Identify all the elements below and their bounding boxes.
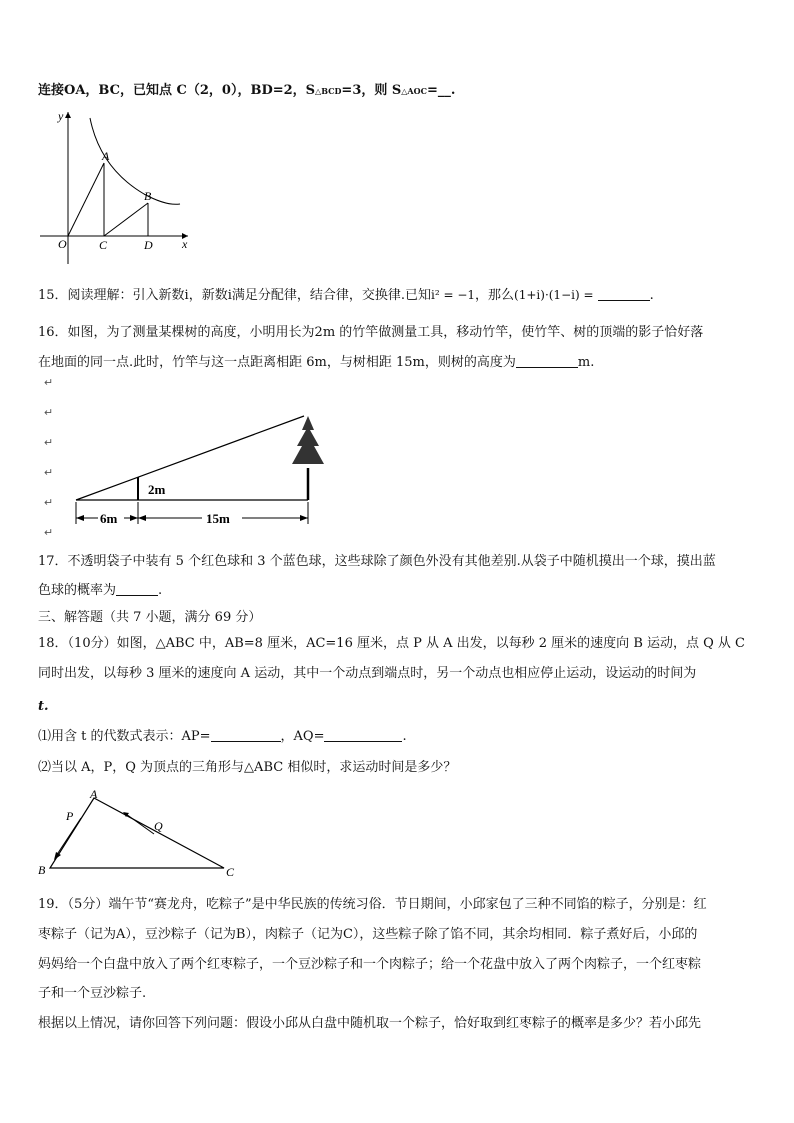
q18-part2: ⑵当以 A，P，Q 为顶点的三角形与△ABC 相似时，求运动时间是多少？ <box>38 760 457 775</box>
distance-15m-label: 15m <box>206 511 230 526</box>
distance-6m-label: 6m <box>100 511 118 526</box>
tree-shadow-figure <box>36 374 336 544</box>
svg-text:↵: ↵ <box>44 407 54 419</box>
q19-line2: 枣粽子（记为A），豆沙粽子（记为B），肉粽子（记为C），这些粽子除了馅不同，其余均相同．粽子煮好后，小邱的 <box>38 927 698 942</box>
point-d-label: D <box>144 238 153 252</box>
q17-line2: 色球的概率为 . <box>38 583 163 598</box>
triangle-figure <box>36 788 246 880</box>
ap-blank[interactable] <box>211 729 281 742</box>
pole-label: 2m <box>148 482 166 497</box>
q19-line5: 根据以上情况，请你回答下列问题：假设小邱从白盘中随机取一个粽子，恰好取到红枣粽子的概率是多少？若小邱先 <box>38 1016 702 1031</box>
q18-part1: ⑴用含 t 的代数式表示：AP= ，AQ= . <box>38 729 407 744</box>
q19-line1: 19．（5分）端午节“赛龙舟，吃粽子”是中华民族的传统习俗．节日期间，小邱家包了三种不同馅的粽子，分别是：红 <box>38 897 707 912</box>
point-b-label: B <box>144 189 152 203</box>
answer-blank[interactable] <box>116 583 158 596</box>
q18-line1: 18．（10分）如图，△ABC 中，AB=8 厘米，AC=16 厘米，点 P 从 A 出发，以每秒 2 厘米的速度向 B 运动，点 Q 从 C <box>38 636 746 651</box>
q18-line2: 同时出发，以每秒 3 厘米的速度向 A 运动，其中一个动点到端点时，另一个动点也相应停止运动，设运动的时间为 <box>38 666 697 681</box>
vertex-c-label: C <box>226 865 235 879</box>
y-axis-label: y <box>58 109 64 123</box>
q18-line3: t. <box>38 699 49 714</box>
section-title: 三、解答题（共 7 小题，满分 69 分） <box>38 610 262 625</box>
q19-line3: 妈妈给一个白盘中放入了两个红枣粽子，一个豆沙粽子和一个肉粽子；给一个花盘中放入了两个肉粽子，一个红枣粽 <box>38 957 702 972</box>
q19-line4: 子和一个豆沙粽子. <box>38 986 147 1001</box>
aq-blank[interactable] <box>324 729 402 742</box>
q14-text: 连接OA，BC，已知点 C（2，0），BD=2，S△BCD=3，则 S△AOC=__. <box>38 83 456 98</box>
vertex-b-label: B <box>38 863 46 877</box>
point-a-label: A <box>102 149 110 163</box>
hyperbola-figure <box>36 108 196 268</box>
svg-text:↵: ↵ <box>44 437 54 449</box>
svg-text:↵: ↵ <box>44 497 54 509</box>
point-q-label: Q <box>154 819 163 833</box>
answer-blank[interactable] <box>598 288 650 301</box>
vertex-a-label: A <box>90 788 98 801</box>
point-c-label: C <box>99 238 108 252</box>
q15-text: 15．阅读理解：引入新数i，新数i满足分配律，结合律，交换律.已知i² = −1，那么(1+i)·(1−i) = . <box>38 288 654 303</box>
svg-text:↵: ↵ <box>44 377 54 389</box>
answer-blank[interactable] <box>516 355 578 368</box>
q16-line2: 在地面的同一点.此时，竹竿与这一点距离相距 6m，与树相距 15m，则树的高度为 m. <box>38 355 595 370</box>
origin-label: O <box>58 237 67 251</box>
svg-text:↵: ↵ <box>44 527 54 539</box>
svg-text:↵: ↵ <box>44 467 54 479</box>
q17-line1: 17．不透明袋子中装有 5 个红色球和 3 个蓝色球，这些球除了颜色外没有其他差别.从袋子中随机摸出一个球，摸出蓝 <box>38 554 716 569</box>
point-p-label: P <box>66 809 74 823</box>
q16-line1: 16．如图，为了测量某棵树的高度，小明用长为2m 的竹竿做测量工具，移动竹竿，使竹竿、树的顶端的影子恰好落 <box>38 325 704 340</box>
x-axis-label: x <box>182 237 188 251</box>
